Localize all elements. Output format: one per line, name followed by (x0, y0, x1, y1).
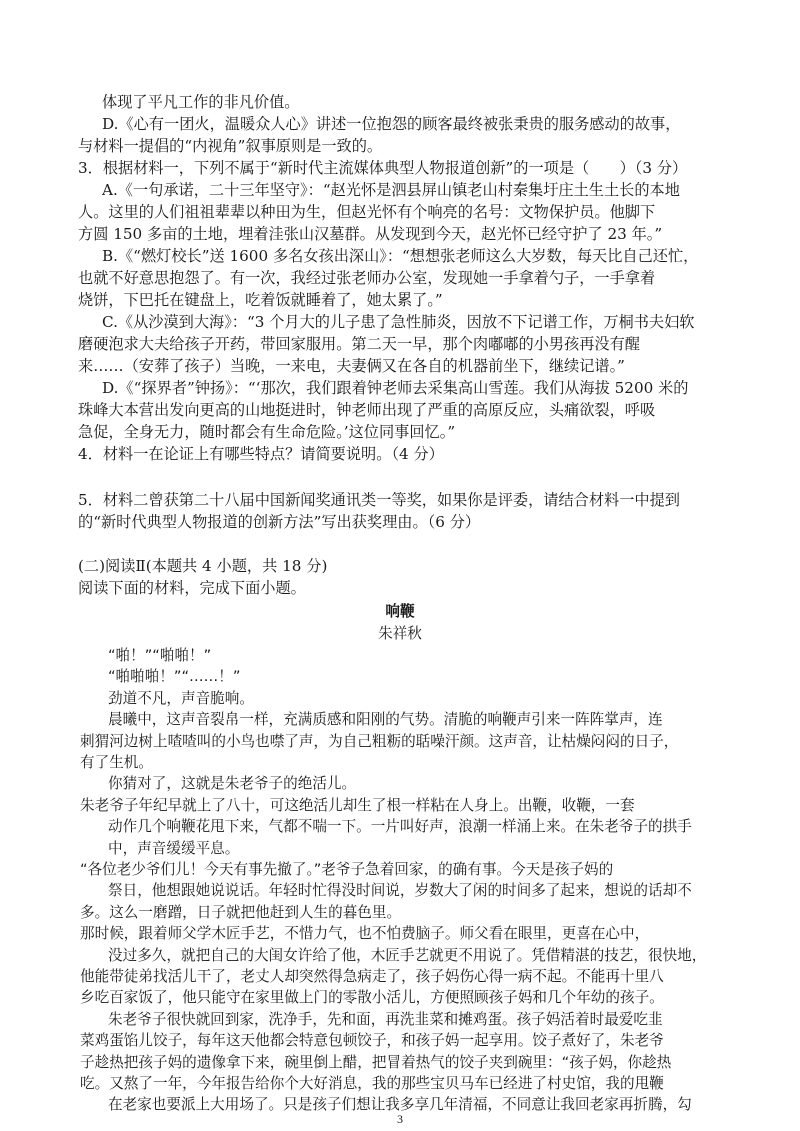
story-line: 乡吃百家饭了，他只能守在家里做上门的零散小活儿，方便照顾孩子妈和几个年幼的孩子。 (80, 989, 664, 1006)
story-line: 朱老爷子很快就回到家，洗净手，先和面，再洗韭菜和摊鸡蛋。孩子妈活着时最爱吃韭 (108, 1011, 663, 1028)
text-line: 珠峰大本营出发向更高的山地挺进时，钟老师出现了严重的高原反应，头痛欲裂，呼吸 (78, 401, 656, 419)
story-line: 中，声音缓缓平息。 (108, 840, 240, 857)
text-line: 人。这里的人们祖祖辈辈以种田为生，但赵光怀有个响亮的名号：文物保护员。他脚下 (78, 203, 656, 221)
story-line: “各位老少爷们儿！今天有事先撤了。”老爷子急着回家，的确有事。今天是孩子妈的 (80, 861, 614, 878)
option-c: C.《从沙漠到大海》：“3 个月大的儿子患了急性肺炎，因放不下记谱工作，万桐书夫妇软 (102, 313, 695, 331)
text-line: 来……（安葬了孩子）当晚，一来电，夫妻俩又在各自的机器前坐下，继续记谱。” (78, 357, 625, 375)
text-line: 与材料一提倡的“内视角”叙事原则是一致的。 (78, 137, 383, 155)
section-heading: (二)阅读Ⅱ(本题共 4 小题，共 18 分) (78, 557, 328, 575)
story-line: 有了生机。 (80, 754, 153, 771)
story-line: 没过多久，就把自己的大闺女许给了他，木匠手艺就更不用说了。凭借精湛的技艺，很快地， (108, 947, 707, 964)
story-title: 响鞭 (385, 603, 415, 620)
story-line: 劲道不凡，声音脆响。 (108, 690, 254, 707)
text-line: 急促，全身无力，随时都会有生命危险。’这位同事回忆。” (78, 423, 456, 441)
story-line: 你猜对了，这就是朱老爷子的绝活儿。 (108, 775, 357, 792)
text-line: 体现了平凡工作的非凡价值。 (102, 93, 300, 111)
story-line: 刺猬河边树上喳喳叫的小鸟也噤了声，为自己粗粝的聒噪汗颜。这声音，让枯燥闷闷的日子， (80, 733, 679, 750)
story-line: 吃。又熬了一年，今年报告给你个大好消息，我的那些宝贝马车已经进了村史馆，我的甩鞭 (80, 1075, 664, 1092)
story-line: 朱老爷子年纪早就上了八十，可这绝活儿却生了根一样粘在人身上。出鞭，收鞭，一套 (80, 797, 635, 814)
story-line: 祭日，他想跟她说说话。年轻时忙得没时间说，岁数大了闲的时间多了起来，想说的话却不 (108, 882, 692, 899)
text-line: 磨硬泡求大夫给孩子开药，带回家服用。第二天一早，那个肉嘟嘟的小男孩再没有醒 (78, 335, 640, 353)
story-line: 他能带徒弟找活儿干了，老丈人却突然得急病走了，孩子妈伤心得一病不起。不能再十里八 (80, 968, 664, 985)
text-line: 也就不好意思抱怨了。有一次，我经过张老师办公室，发现她一手拿着勺子，一手拿着 (78, 269, 656, 287)
instruction: 阅读下面的材料，完成下面小题。 (78, 579, 306, 597)
story-line: 晨曦中，这声音裂帛一样，充满质感和阳刚的气势。清脆的响鞭声引来一阵阵掌声，连 (108, 711, 663, 728)
text-line: D.《心有一团火，温暖众人心》讲述一位抱怨的顾客最终被张秉贵的服务感动的故事， (102, 115, 681, 133)
option-a: A.《一句承诺，二十三年坚守》：“赵光怀是泗县屏山镇老山村秦集圩庄土生土长的本地 (102, 181, 680, 199)
story-line: 在老家也要派上大用场了。只是孩子们想让我多享几年清福，不同意让我回老家再折腾，勾 (108, 1096, 692, 1113)
story-line: 子趁热把孩子妈的遗像拿下来，碗里倒上醋，把冒着热气的饺子夹到碗里：“孩子妈，你趁热 (80, 1054, 672, 1071)
text-line: 的“新时代典型人物报道的创新方法”写出获奖理由。（6 分） (78, 513, 481, 531)
question-3: 3．根据材料一，下列不属于“新时代主流媒体典型人物报道创新”的一项是（ ）（3 分） (78, 159, 688, 177)
story-line: 多。这么一磨蹭，日子就把他赶到人生的暮色里。 (80, 904, 402, 921)
story-author: 朱祥秋 (378, 625, 422, 642)
option-d: D.《“探界者”钟扬》：“‘那次，我们跟着钟老师去采集高山雪莲。我们从海拔 5200 米的 (102, 379, 689, 397)
story-line: 那时候，跟着师父学木匠手艺，不惜力气，也不怕费脑子。师父看在眼里，更喜在心中， (80, 925, 650, 942)
text-line: 烧饼，下巴托在键盘上，吃着饭就睡着了，她太累了。” (78, 291, 443, 309)
text-line: 方圆 150 多亩的土地，埋着洼张山汉墓群。从发现到今天，赵光怀已经守护了 23 年。” (78, 225, 663, 243)
page-number: 3 (397, 1112, 403, 1126)
option-b: B.《“燃灯校长”送 1600 多名女孩出深山》：“想想张老师这么大岁数，每天比自己还忙， (102, 247, 699, 265)
story-line: “啪啪啪！”“……！” (108, 668, 241, 685)
story-line: 动作几个响鞭花甩下来，气都不喘一下。一片叫好声，浪潮一样涌上来。在朱老爷子的拱手 (108, 818, 692, 835)
story-line: 菜鸡蛋馅儿饺子，每年这天他都会特意包顿饺子，和孩子妈一起享用。饺子煮好了，朱老爷 (80, 1032, 664, 1049)
question-5: 5．材料二曾获第二十八届中国新闻奖通讯类一等奖，如果你是评委，请结合材料一中提到 (78, 491, 680, 509)
question-4: 4．材料一在论证上有哪些特点？请简要说明。（4 分） (78, 445, 444, 463)
story-line: “啪！”“啪啪！” (108, 647, 212, 664)
